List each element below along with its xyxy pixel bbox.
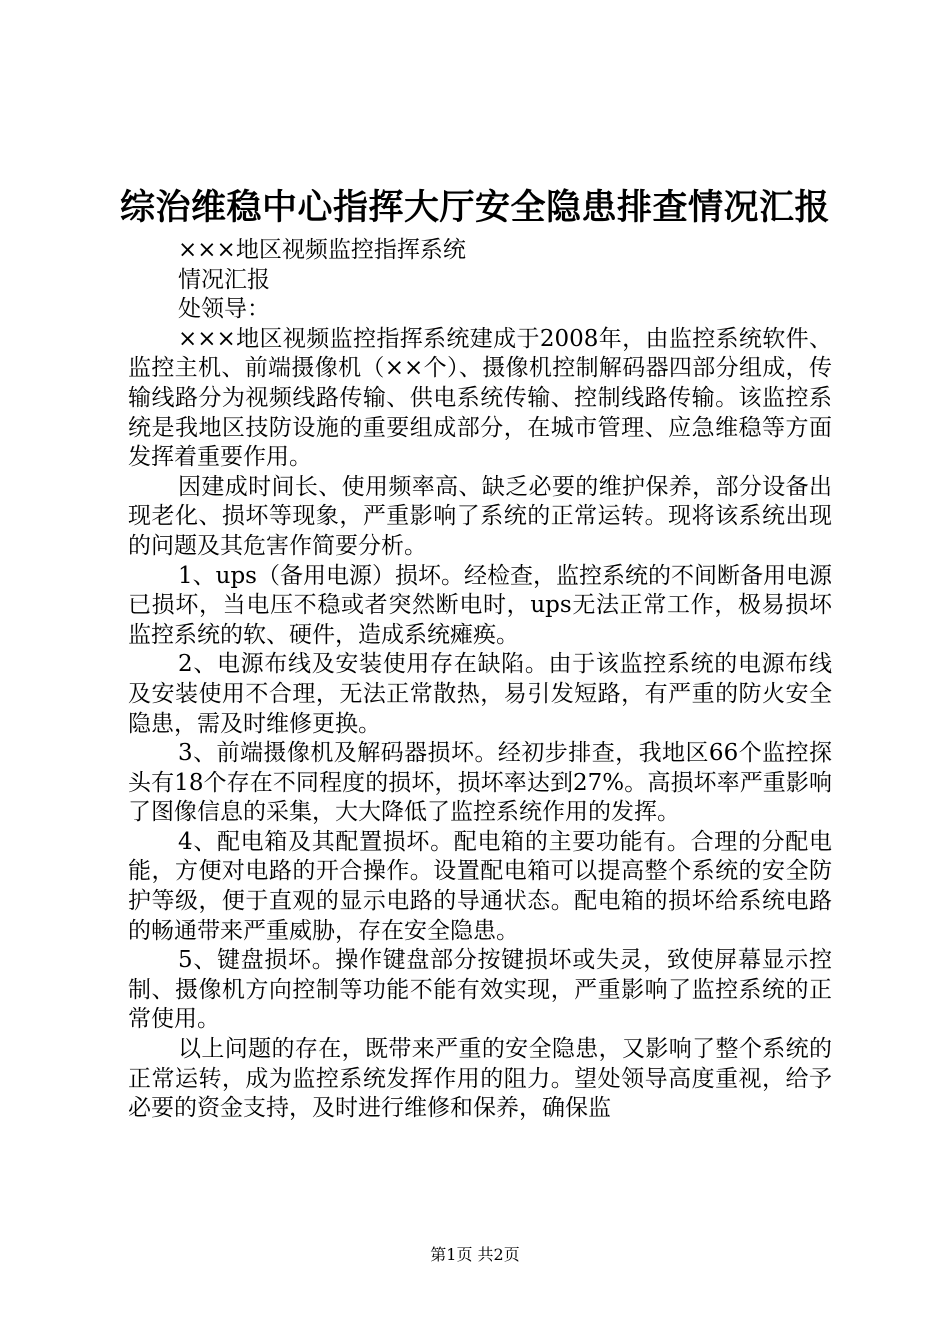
paragraph-issue-1: 1、ups（备用电源）损坏。经检查，监控系统的不间断备用电源已损坏，当电压不稳或者突然断电时，ups无法正常工作，极易损坏监控系统的软、硬件，造成系统瘫痪。 [128,562,832,648]
paragraph-issue-2: 2、电源布线及安装使用存在缺陷。由于该监控系统的电源布线及安装使用不合理，无法正常散热，易引发短路，有严重的防火安全隐患，需及时维修更换。 [128,651,832,737]
document-title: 综治维稳中心指挥大厅安全隐患排查情况汇报 [119,188,830,228]
paragraph-issue-3: 3、前端摄像机及解码器损坏。经初步排查，我地区66个监控探头有18个存在不同程度的损坏，损坏率达到27%。高损坏率严重影响了图像信息的采集，大大降低了监控系统作用的发挥。 [128,740,832,826]
system-name-line: ×××地区视频监控指挥系统 [178,237,466,263]
document-body [128,236,832,1124]
paragraph-issue-4: 4、配电箱及其配置损坏。配电箱的主要功能有。合理的分配电能，方便对电路的开合操作。设置配电箱可以提高整个系统的安全防护等级，便于直观的显示电路的导通状态。配电箱的损坏给系统电路的畅通带来严重威胁，存在安全隐患。 [128,828,832,944]
salutation-line: 处领导： [178,296,270,323]
page-footer: 第1页 共2页 [430,1245,520,1264]
paragraph-issue-5: 5、键盘损坏。操作键盘部分按键损坏或失灵，致使屏幕显示控制、摄像机方向控制等功能不能有效实现，严重影响了监控系统的正常使用。 [128,947,832,1033]
paragraph-overview: 因建成时间长、使用频率高、缺乏必要的维护保养，部分设备出现老化、损坏等现象，严重影响了系统的正常运转。现将该系统出现的问题及其危害作简要分析。 [128,473,832,559]
paragraph-conclusion: 以上问题的存在，既带来严重的安全隐患，又影响了整个系统的正常运转，成为监控系统发挥作用的阻力。望处领导高度重视，给予必要的资金支持，及时进行维修和保养，确保监 [128,1036,832,1122]
paragraph-intro: ×××地区视频监控指挥系统建成于2008年，由监控系统软件、监控主机、前端摄像机（××个）、摄像机控制解码器四部分组成，传输线路分为视频线路传输、供电系统传输、控制线路传输。该监控系统是我地区技防设施的重要组成部分，在城市管理、应急维稳等方面发挥着重要作用。 [128,325,832,471]
report-subtitle-line: 情况汇报 [178,266,270,293]
